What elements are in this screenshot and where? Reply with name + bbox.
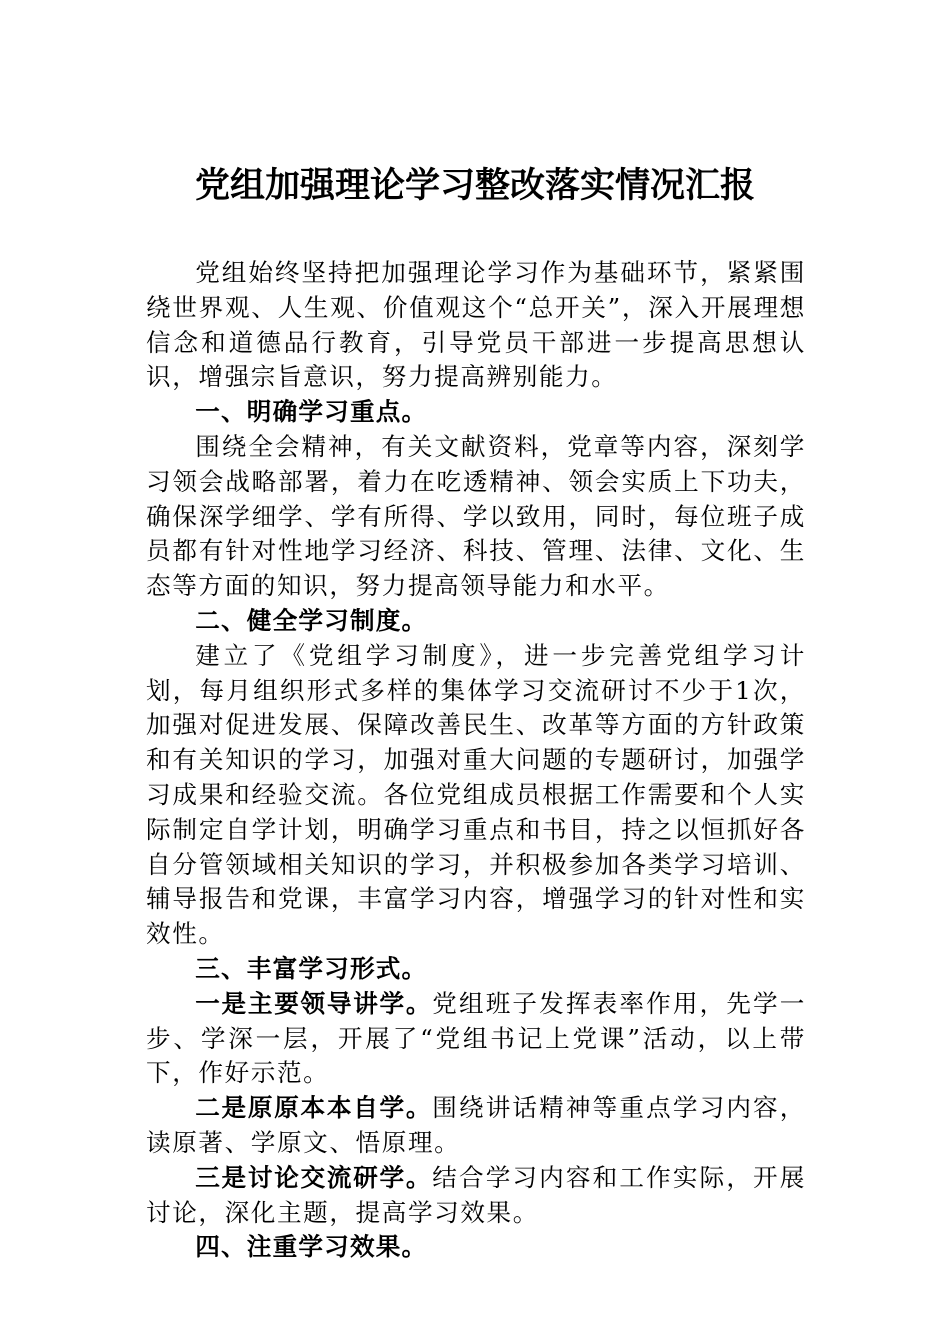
section-heading-2: 二、健全学习制度。 xyxy=(195,605,428,635)
form-item-2 xyxy=(146,1091,806,1161)
document-title: 党组加强理论学习整改落实情况汇报 xyxy=(194,165,755,206)
section-body-1: 围绕全会精神，有关文献资料，党章等内容，深刻学习领会战略部署，着力在吃透精神、领会实质上下功夫，确保深学细学、学有所得、学以致用，同时，每位班子成员都有针对性地学习经济、科技、管理、法律、文化、生态等方面的知识，努力提高领导能力和水平。 xyxy=(146,431,806,601)
form-item-lead-1: 一是主要领导讲学。 xyxy=(195,988,433,1018)
form-item-text-3: 结合学习内容和工作实际，开展讨论，深化主题，提高学习效果。 xyxy=(146,1162,806,1227)
document-body xyxy=(146,256,806,1265)
section-body-2: 建立了《党组学习制度》，进一步完善党组学习计划，每月组织形式多样的集体学习交流研讨不少于1次，加强对促进发展、保障改善民生、改革等方面的方针政策和有关知识的学习，加强对重大问题的专题研讨，加强学习成果和经验交流。各位党组成员根据工作需要和个人实际制定自学计划，明确学习重点和书目，持之以恒抓好各自分管领域相关知识的学习，并积极参加各类学习培训、辅导报告和党课，丰富学习内容，增强学习的针对性和实效性。 xyxy=(146,640,806,949)
form-item-lead-3: 三是讨论交流研学。 xyxy=(195,1162,433,1192)
form-item-text-1: 党组班子发挥表率作用，先学一步、学深一层，开展了“党组书记上党课”活动，以上带下，作好示范。 xyxy=(146,988,806,1088)
section-heading-3: 三、丰富学习形式。 xyxy=(195,953,428,983)
form-item-1 xyxy=(146,987,806,1091)
form-item-lead-2: 二是原原本本自学。 xyxy=(195,1093,433,1123)
section-heading-1: 一、明确学习重点。 xyxy=(195,397,428,427)
form-item-text-2: 围绕讲话精神等重点学习内容，读原著、学原文、悟原理。 xyxy=(146,1093,806,1157)
intro-paragraph: 党组始终坚持把加强理论学习作为基础环节，紧紧围绕世界观、人生观、价值观这个“总开关”，深入开展理想信念和道德品行教育，引导党员干部进一步提高思想认识，增强宗旨意识，努力提高辨别能力。 xyxy=(146,258,806,392)
form-item-3 xyxy=(146,1161,806,1231)
section-heading-4: 四、注重学习效果。 xyxy=(195,1232,428,1262)
